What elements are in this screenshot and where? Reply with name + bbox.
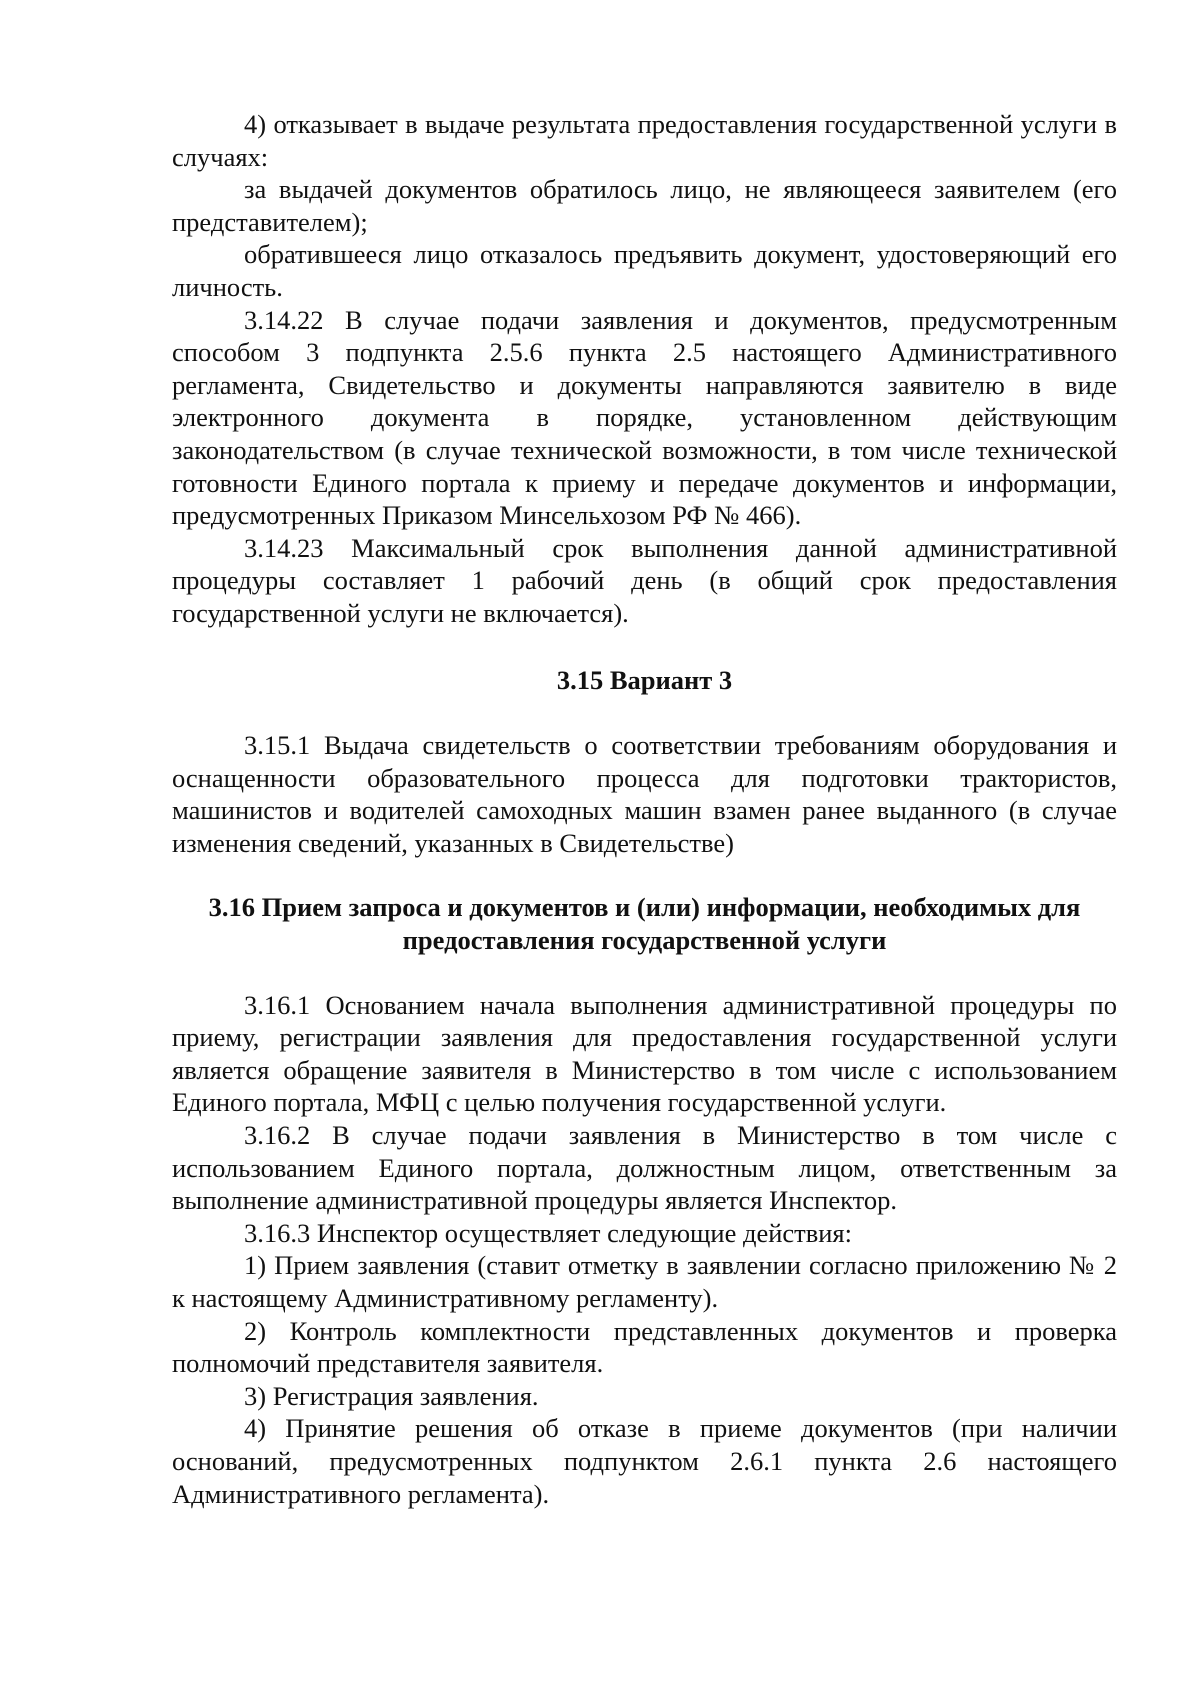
section-heading-3-16: 3.16 Прием запроса и документов и (или) информации, необходимых для предоставления государственной услуги (208, 892, 1081, 956)
paragraph-3-16-1: 3.16.1 Основанием начала выполнения административной процедуры по приему, регистрации заявления для предоставления государственной услуги является обращение заявителя в Министерство в том числе с использованием Единого портала, МФЦ с целью получения государственной услуги. (172, 989, 1117, 1118)
list-item-1: 1) Прием заявления (ставит отметку в заявлении согласно приложению № 2 к настоящему Административному регламенту). (172, 1250, 1117, 1313)
document-page (172, 108, 1117, 1510)
paragraph-3-14-22: 3.14.22 В случае подачи заявления и документов, предусмотренным способом 3 подпункта 2.5.6 пункта 2.5 настоящего Административного регламента, Свидетельство и документы направляются заявителю в виде электронного документа в порядке, установленном действующим законодательством (в случае технической возможности, в том числе технической готовности Единого портала к приему и передаче документов и информации, предусмотренных Приказом Минсельхозом РФ № 466). (172, 304, 1117, 531)
paragraph-case-refused-id: обратившееся лицо отказалось предъявить документ, удостоверяющий его личность. (172, 239, 1117, 302)
list-item-2: 2) Контроль комплектности представленных документов и проверка полномочий представителя заявителя. (172, 1315, 1117, 1379)
list-item-3: 3) Регистрация заявления. (244, 1380, 539, 1411)
paragraph-case-not-applicant: за выдачей документов обратилось лицо, не являющееся заявителем (его представителем); (172, 174, 1117, 237)
paragraph-3-14-23: 3.14.23 Максимальный срок выполнения данной административной процедуры составляет 1 рабочий день (в общий срок предоставления государственной услуги не включается). (172, 532, 1117, 628)
paragraph-3-16-2: 3.16.2 В случае подачи заявления в Министерство в том числе с использованием Единого портала, должностным лицом, ответственным за выполнение административной процедуры является Инспектор. (172, 1120, 1117, 1216)
section-heading-3-15: 3.15 Вариант 3 (556, 664, 733, 695)
list-item-4: 4) Принятие решения об отказе в приеме документов (при наличии оснований, предусмотренных подпунктом 2.6.1 пункта 2.6 настоящего Административного регламента). (172, 1413, 1117, 1509)
paragraph-3-15-1: 3.15.1 Выдача свидетельств о соответствии требованиям оборудования и оснащенности образовательного процесса для подготовки трактористов, машинистов и водителей самоходных машин взамен ранее выданного (в случае изменения сведений, указанных в Свидетельстве) (172, 730, 1117, 858)
paragraph-refusal-reasons: 4) отказывает в выдаче результата предоставления государственной услуги в случаях: (172, 109, 1117, 172)
paragraph-3-16-3: 3.16.3 Инспектор осуществляет следующие действия: (244, 1217, 852, 1248)
